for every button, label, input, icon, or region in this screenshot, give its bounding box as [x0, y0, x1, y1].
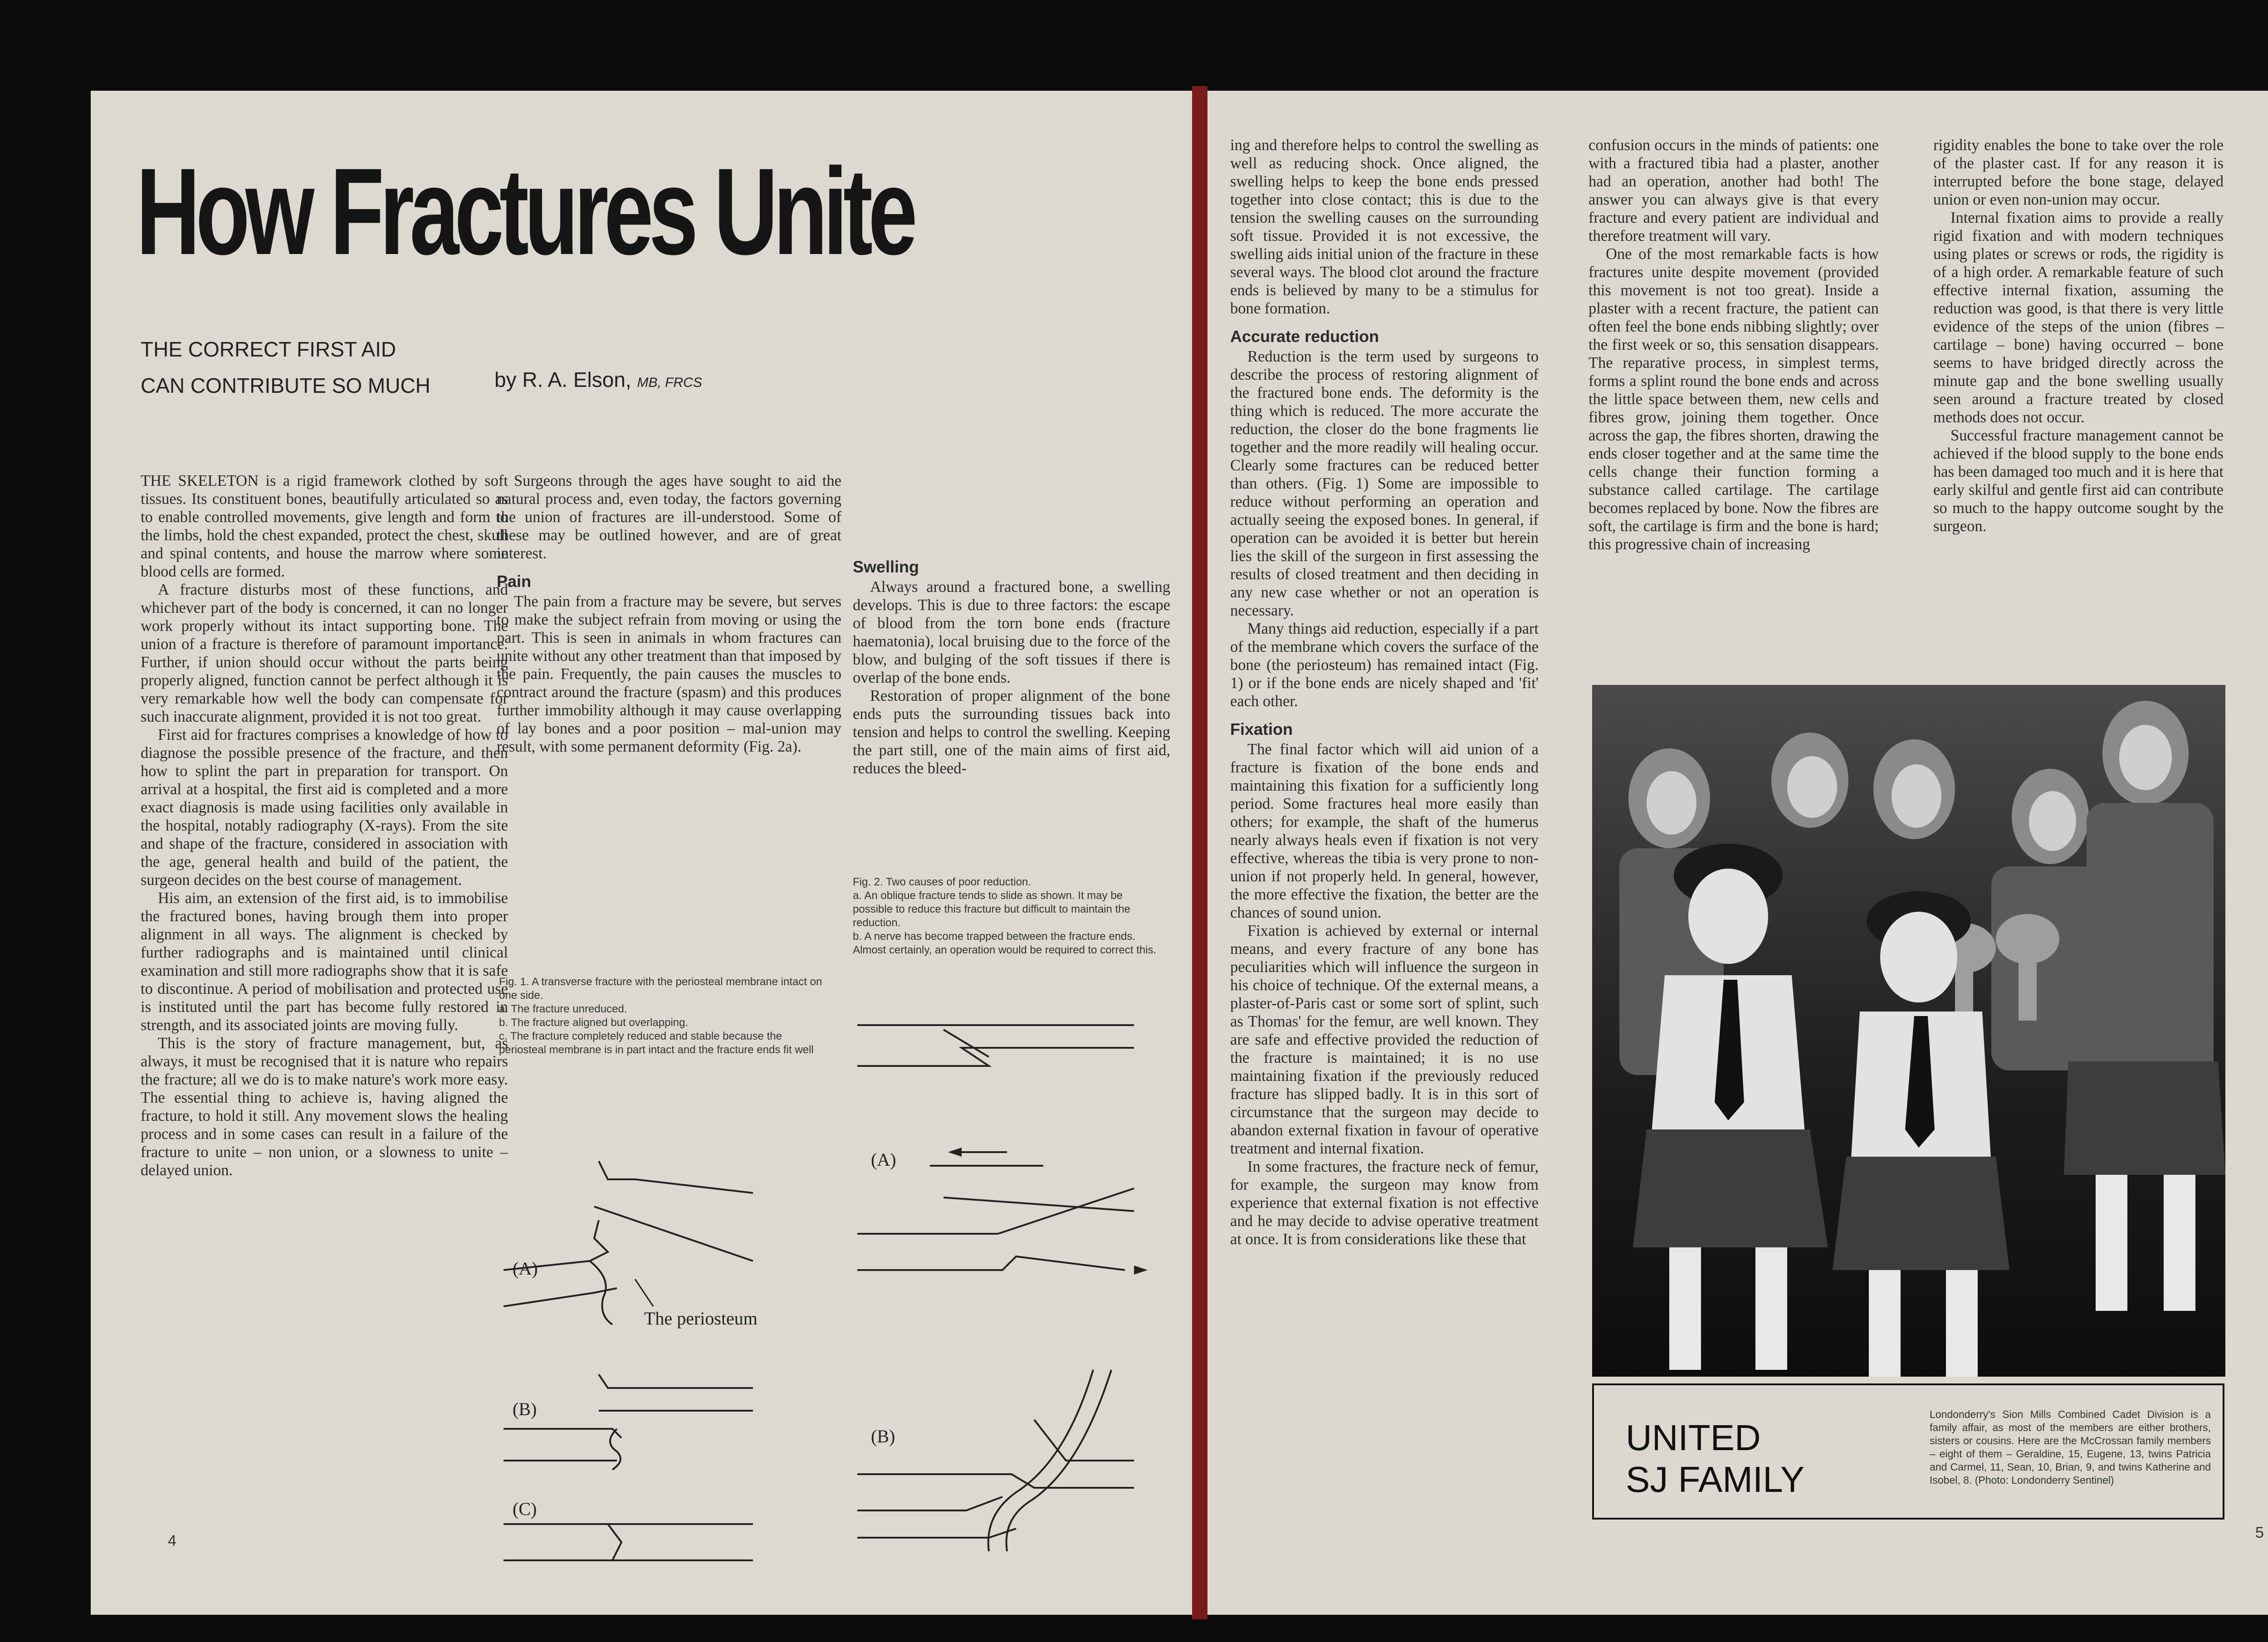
figure-2-caption — [853, 875, 1161, 957]
article-title: How Fractures Unite — [136, 142, 913, 280]
fig2-top-oblique — [857, 1048, 1134, 1066]
page-number-left: 4 — [168, 1532, 176, 1549]
united-sj-family-heading — [1626, 1417, 1804, 1500]
byline — [494, 367, 702, 392]
byline-name: by R. A. Elson, — [494, 368, 631, 391]
paragraph: Reduction is the term used by surgeons to describe the process of restoring alignment of the fractured bone ends. The deformity is the thing which is reduced. The more accurate the reduction, the closer do the bone fragments lie together and the more readily will healing occur. Clearly some fractures can be reduced better than others. (Fig. 1) Some are impossible to reduce without performing an operation and actually seeing the exposed bones. In general, if operation can be avoided it is better but herein lies the skill of the surgeon in first assessing the results of closed treatment and then deciding in any new case whether or not an operation is necessary. — [1230, 348, 1539, 619]
paragraph: Internal fixation aims to provide a really rigid fixation and with modern techniques using plates or screws or rods, the rigidity is of a high order. A remarkable feature of such effective internal fixation, assuming the reduction was good, is that there is very little evidence of the steps of the union (fibres – cartilage – bone) having occurred – bone seems to have bridged directly across the minute gap and the bone swelling usually seen around a fracture treated by closed methods does not occur. — [1933, 209, 2224, 426]
fig2-b-upper-bone — [1034, 1420, 1134, 1461]
caption-line: a. The fracture unreduced. — [499, 1003, 627, 1015]
paragraph: First aid for fractures comprises a knowledge of how to diagnose the possible presence of the fracture, and then how to splint the part in preparation for transport. On arrival at a hospital, the first aid is completed and a more exact diagnosis is made using facilities only available in the hospital, notably radiography (X-rays). From the site and shape of the fracture, considered in association with the age, general health and build of the patient, the surgeon decides on the best course of management. — [141, 726, 508, 889]
fig2-label-a: (A) — [871, 1149, 896, 1170]
subheading-fixation: Fixation — [1230, 720, 1293, 738]
paragraph: Many things aid reduction, especially if a part of the membrane which covers the surface of the bone (the periosteum) has remained intact (Fig. 1) or if the bone ends are nicely shaped and 'fit' each other. — [1230, 620, 1539, 710]
article-column-5 — [1589, 136, 1879, 553]
figure-1-diagram — [499, 1116, 871, 1597]
fig2-label-b: (B) — [871, 1426, 895, 1447]
article-column-3 — [853, 558, 1170, 777]
fig1-label-c: (C) — [513, 1499, 537, 1519]
fig1-a-upper-bone — [599, 1161, 753, 1193]
subheading-accurate-reduction: Accurate reduction — [1230, 327, 1379, 346]
fig2-a-lower-bone — [857, 1256, 1125, 1270]
standfirst-line-2: CAN CONTRIBUTE SO MUCH — [141, 374, 430, 397]
paragraph: In some fractures, the fracture neck of femur, for example, the surgeon may know from experience that external fixation is not effective and he may decide to advise operative treatment at once. It is from considerations like these that — [1230, 1158, 1539, 1248]
article-column-2 — [497, 472, 841, 756]
figure-1-caption — [499, 975, 826, 1057]
paragraph: confusion occurs in the minds of patients: one with a fractured tibia had a plaster, another had an operation, another had both! The answer you can always give is that every fracture and every patient are individual and therefore treatment will vary. — [1589, 137, 1879, 244]
article-column-6 — [1933, 136, 2224, 535]
byline-qualifications: MB, FRCS — [637, 375, 702, 390]
caption-line: Fig. 1. A transverse fracture with the periosteal membrane intact on one side. — [499, 976, 822, 1002]
fig2-b-lower-bone — [857, 1497, 1002, 1510]
caption-line: a. An oblique fracture tends to slide as shown. It may be possible to reduce this fracture but difficult to maintain the reduction. — [853, 889, 1130, 929]
article-column-4 — [1230, 136, 1539, 1248]
paragraph: ing and therefore helps to control the swelling as well as reducing shock. Once aligned, the swelling helps to keep the bone ends pressed together into close contact; this is due to the tension the swelling causes on the surrounding soft tissue. Provided it is not excessive, the swelling aids initial union of the fracture in these several ways. The blood clot around the fracture ends is believed by many to be a stimulus for bone formation. — [1230, 137, 1539, 317]
book-spine — [1192, 86, 1207, 1619]
fig1-b-upper-bone — [599, 1374, 753, 1388]
standfirst — [141, 331, 549, 404]
paragraph: Fixation is achieved by external or internal means, and every fracture of any bone has peculiarities which will influence the surgeon in his choice of technique. Of the external means, a plaster-of-Paris cast or some sort of splint, such as Thomas' for the femur, are well known. They are safe and effective provided the reduction of the fracture is maintained; it is no use maintaining fixation if the previously reduced fracture has slipped badly. It is in this sort of circumstance that the surgeon may decide to abandon external fixation in favour of operative treatment and internal fixation. — [1230, 922, 1539, 1157]
fig1-label-periosteum: The periosteum — [644, 1308, 758, 1329]
paragraph: Restoration of proper alignment of the bone ends puts the surrounding tissues back into tension and helps to control the swelling. Keeping the part still, one of the main aims of first aid, reduces the bleed- — [853, 687, 1170, 777]
paragraph: The final factor which will aid union of a fracture is fixation of the bone ends and maintaining this fixation for a sufficiently long period. Some fractures heal more easily than others; for example, the shaft of the humerus nearly always heals even if fixation is not very effective, whereas the tibia is very prone to non-union if not properly held. In general, however, the more effective the fixation, the better are the chances of sound union. — [1230, 741, 1539, 921]
caption-line: b. A nerve has become trapped between the fracture ends. Almost certainly, an operation would be required to correct this. — [853, 930, 1157, 956]
paragraph: Always around a fractured bone, a swelling develops. This is due to three factors: the escape of blood from the torn bone ends (fracture haematonia), local bruising due to the force of the blow, and bulging of the soft tissues if there is overlap of the bone ends. — [853, 578, 1170, 686]
paragraph: rigidity enables the bone to take over the role of the plaster cast. If for any reason it is interrupted before the bone stage, delayed union or even non-union may occur. — [1933, 137, 2224, 208]
paragraph: Successful fracture management cannot be achieved if the blood supply to the bone ends has been damaged too much and it is here that early skilful and gentle first aid can contribute so much to the happy outcome sought by the surgeon. — [1933, 427, 2224, 535]
right-page — [1207, 91, 2268, 1615]
page-number-right: 5 — [2255, 1524, 2264, 1541]
fig1-b-lower-bone — [503, 1429, 621, 1438]
heading-line: UNITED — [1626, 1417, 1761, 1458]
caption-line: b. The fracture aligned but overlapping. — [499, 1016, 689, 1029]
left-page — [91, 91, 1192, 1615]
paragraph: A fracture disturbs most of these functions, and whichever part of the body is concerned, it can no longer work properly without its intact supporting bone. The union of a fracture is therefore of paramount importance. Further, if union should occur without the parts being properly aligned, function cannot be perfect although it is very remarkable how well the body can compensate for such inaccurate alignment, provided it is not too great. — [141, 581, 508, 725]
family-photo — [1592, 685, 2225, 1377]
heading-line: SJ FAMILY — [1626, 1459, 1805, 1500]
standfirst-line-1: THE CORRECT FIRST AID — [141, 337, 396, 361]
paragraph: One of the most remarkable facts is how fractures unite despite movement (provided this movement is not too great). Inside a plaster with a recent fracture, the patient can often feel the bone ends nibbing slightly; over the first week or so, this sensation disappears. The reparative process, in simplest terms, forms a splint round the bone ends and across the little space between them, new cells and fibres grow, joining them together. Once across the gap, the fibres shorten, drawing the ends closer together and at the same time the cells change their function forming a substance called cartilage. The cartilage becomes replaced by bone. Now the fibres are soft, the cartilage is firm and the bone is hard; this progressive chain of increasing — [1589, 245, 1879, 553]
paragraph: The pain from a fracture may be severe, but serves to make the subject refrain from moving or using the part. This is seen in animals in whom fractures can unite without any other treatment than that imposed by the pain. Frequently, the pain causes the muscles to contract around the fracture (spasm) and this produces further immobility although it may cause overlapping of lay bones and a poor position – mal-union may result, with some permanent deformity (Fig. 2a). — [497, 593, 841, 755]
fig1-label-a: (A) — [513, 1258, 538, 1279]
caption-line: c. The fracture completely reduced and stable because the periosteal membrane is in part intact and the fracture ends fit well — [499, 1030, 814, 1056]
caption-line: Fig. 2. Two causes of poor reduction. — [853, 876, 1031, 888]
article-column-1 — [141, 472, 508, 1179]
united-sj-family-caption: Londonderry's Sion Mills Combined Cadet Division is a family affair, as most of the members are either brothers, sisters or cousins. Here are the McCrossan family members – eight of them – Geraldine, 15, Eugene, 13, twins Patricia and Carmel, 11, Sean, 10, Brian, 9, and twins Katherine and Isobel, 8. (Photo: Londonderry Sentinel) — [1930, 1408, 2211, 1486]
figure-2-diagram — [853, 1016, 1179, 1551]
paragraph: This is the story of fracture management, but, as always, it must be recognised that it is nature who repairs the fracture; all we do is to make nature's work more easy. The essential thing to achieve is, having aligned the fracture, to hold it still. Any movement slows the healing process and in some cases can result in a failure of the fracture to unite – non union, or a slowness to unite – delayed union. — [141, 1035, 508, 1179]
fig1-label-b: (B) — [513, 1399, 537, 1419]
subheading-swelling: Swelling — [853, 557, 919, 576]
paragraph: THE SKELETON is a rigid framework clothed by soft tissues. Its constituent bones, beautifully articulated so as to enable controlled movements, give length and form to the limbs, hold the chest expanded, protect the chest, skull and spinal contents, and house the marrow where some blood cells are formed. — [141, 472, 508, 580]
subheading-pain: Pain — [497, 572, 532, 591]
united-sj-family-box — [1592, 1383, 2224, 1520]
paragraph: Surgeons through the ages have sought to aid the natural process and, even today, the factors governing the union of fractures are ill-understood. Some of these may be outlined however, and are of great interest. — [497, 472, 841, 562]
paragraph: His aim, an extension of the first aid, is to immobilise the fractured bones, having brough them into proper alignment in all ways. The alignment is checked by further radiographs and is maintained until clinical examination and still more radiographs show that it is safe to discontinue. A period of mobilisation and protected use is instituted until the part has become fully restored in strength, and its associated joints are moving fully. — [141, 889, 508, 1034]
